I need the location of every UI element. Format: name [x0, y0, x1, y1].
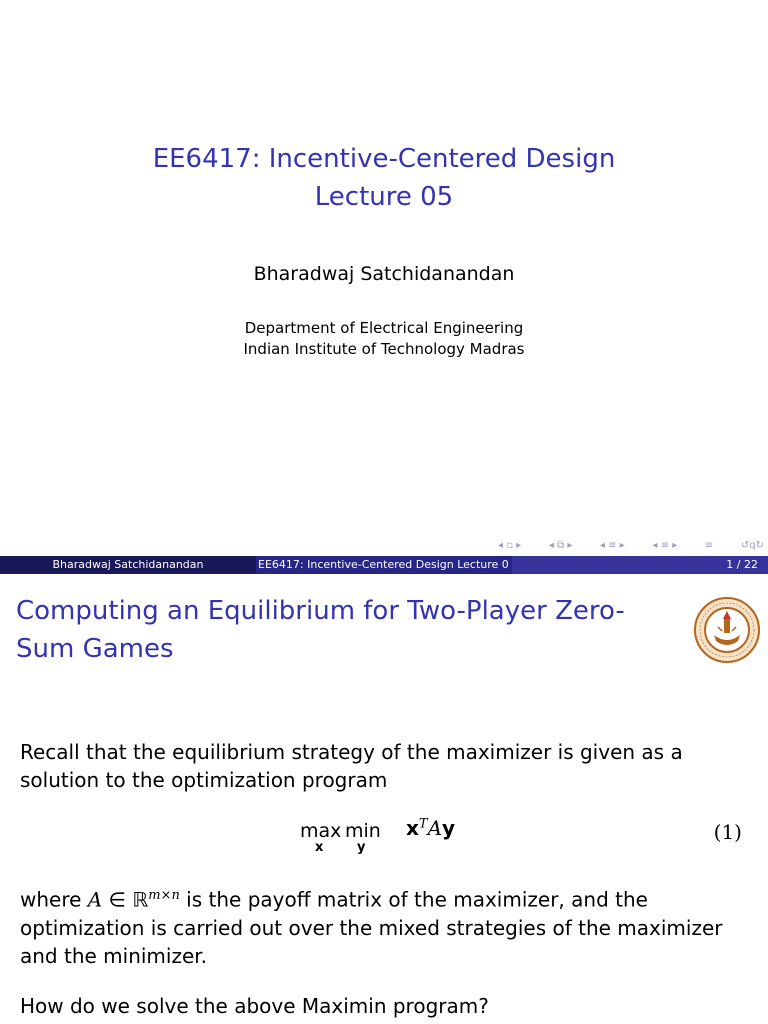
matrix-description-paragraph	[20, 882, 755, 970]
iit-madras-logo-icon	[694, 597, 760, 663]
para-2-dimensions: m×n	[148, 888, 180, 903]
institute-name: Indian Institute of Technology Madras	[243, 340, 525, 358]
eq-max-operator: max	[300, 820, 342, 842]
beamer-navigation	[498, 539, 764, 553]
nav-subsection-alt-icon[interactable]: ◂ ≡ ▸	[652, 540, 678, 551]
question-paragraph: How do we solve the above Maximin program?	[20, 994, 489, 1018]
para-2-rest: is the payoff matrix of the maximizer, and the optimization is carried out over the mixed strategies of the maximizer and the minimizer.	[20, 887, 723, 968]
eq-min-subscript: y	[357, 840, 366, 855]
slide-footer	[0, 556, 768, 574]
nav-search-icon[interactable]: ↺ԛ↻	[740, 540, 764, 551]
frame-title: Computing an Equilibrium for Two-Player Zero-Sum Games	[16, 596, 625, 664]
eq-transpose: T	[418, 816, 428, 832]
maximin-equation	[0, 816, 768, 866]
eq-expression	[406, 816, 455, 840]
para-2-matrix-a: A	[87, 887, 103, 912]
intro-paragraph: Recall that the equilibrium strategy of the maximizer is given as a solution to the optimization program	[20, 740, 683, 792]
para-2-in-reals: ∈ ℝ	[102, 887, 149, 912]
author-name: Bharadwaj Satchidanandan	[253, 263, 515, 285]
nav-section-icon[interactable]: ◂ ≡ ▸	[600, 540, 625, 551]
para-2-where: where	[20, 887, 88, 912]
nav-subsection-icon[interactable]: ◂ ⧉ ▸	[548, 540, 573, 551]
eq-matrix-a: A	[427, 816, 443, 840]
eq-x-vector: x	[406, 816, 419, 840]
eq-y-vector: y	[442, 816, 456, 840]
nav-align-icon[interactable]: ≡	[704, 540, 714, 551]
department-name: Department of Electrical Engineering	[244, 319, 524, 337]
footer-title: EE6417: Incentive-Centered Design Lecture 0	[256, 556, 512, 574]
nav-frame-prev-icon[interactable]: ◂ ▫ ▸	[498, 540, 522, 551]
footer-page-number: 1 / 22	[512, 556, 768, 574]
presentation-title: EE6417: Incentive-Centered Design	[152, 144, 616, 174]
footer-author: Bharadwaj Satchidanandan	[0, 556, 256, 574]
lecture-number: Lecture 05	[314, 182, 454, 212]
equation-number: (1)	[713, 820, 742, 844]
eq-min-operator: min	[345, 820, 381, 842]
eq-max-subscript: x	[315, 840, 324, 855]
